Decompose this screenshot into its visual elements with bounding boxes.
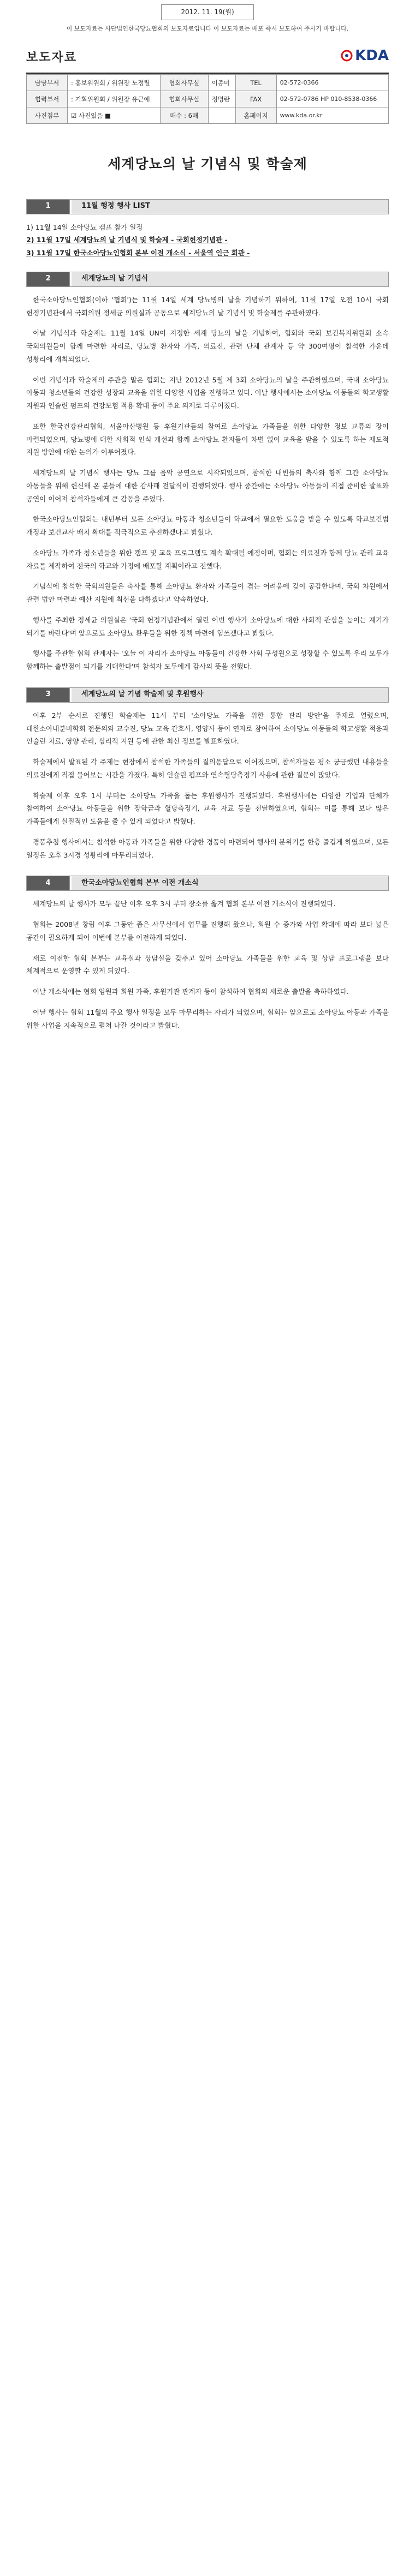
list-item: 2) 11월 17일 세계당뇨의 날 기념식 및 학술제 - 국회헌정기념관 - bbox=[26, 236, 228, 244]
info-label: TEL bbox=[235, 75, 276, 91]
paragraph: 이날 행사는 협회 11월의 주요 행사 일정을 모두 마무리하는 자리가 되었으며, 협회는 앞으로도 소아당뇨 아동과 가족을 위한 사업을 지속적으로 펼쳐 나갈 것이라고 밝혔다. bbox=[26, 1008, 389, 1029]
section-number: 3 bbox=[27, 688, 69, 702]
section-header bbox=[26, 272, 389, 287]
paragraph: 세계당뇨의 날 기념식 행사는 당뇨 그룹 음악 공연으로 시작되었으며, 참석한 내빈들의 축사와 함께 그간 소아당뇨 아동들을 위해 헌신해 온 분들에 대한 감사패 전달식이 진행되었다. 행사 중간에는 소아당뇨 아동들이 직접 준비한 발표와 공연이 이어져 참석자들에게 큰 감동을 주었다. bbox=[26, 469, 389, 503]
list-item: 3) 11월 17일 한국소아당뇨인협회 본부 이전 개소식 - 서울역 인근 회관 - bbox=[26, 249, 250, 257]
paragraph: 이후 2부 순서로 진행된 학술제는 11시 부터 '소아당뇨 가족을 위한 통합 관리 방안'을 주제로 열렸으며, 대한소아내분비학회 전문의와 교수진, 당뇨 교육 간호사, 영양사 등이 연자로 참여하여 소아당뇨 아동들의 학교생활 적응과 인슐린 치료, 영양 관리, 심리적 지원 등에 관한 최신 정보를 발표하였다. bbox=[26, 711, 389, 746]
list-item: 1) 11월 14일 소아당뇨 캠프 참가 일정 bbox=[26, 223, 143, 231]
section-title: 11월 행정 행사 LIST bbox=[72, 200, 388, 214]
paragraph: 협회는 2008년 창립 이후 그동안 좁은 사무실에서 업무를 진행해 왔으나, 회원 수 증가와 사업 확대에 따라 보다 넓은 공간이 필요하게 되어 이번에 본부를 이전하게 되었다. bbox=[26, 920, 389, 942]
paragraph: 기념식에 참석한 국회의원들은 축사를 통해 소아당뇨 환자와 가족들이 겪는 어려움에 깊이 공감한다며, 국회 차원에서 관련 법안 마련과 예산 지원에 최선을 다하겠다고 약속하였다. bbox=[26, 582, 389, 604]
logo-text: KDA bbox=[355, 47, 389, 64]
info-value: 02-572-0786 HP 010-8538-0366 bbox=[276, 91, 388, 107]
section-number: 2 bbox=[27, 272, 69, 286]
info-row bbox=[27, 75, 389, 91]
paragraph: 이날 개소식에는 협회 임원과 회원 가족, 후원기관 관계자 등이 참석하여 협회의 새로운 출발을 축하하였다. bbox=[33, 987, 349, 996]
press-release-page bbox=[0, 0, 415, 1056]
info-label: 사진첨부 bbox=[27, 107, 68, 124]
paragraph: 행사를 주최한 정세균 의원실은 '국회 헌정기념관에서 열린 이번 행사가 소아당뇨에 대한 사회적 관심을 높이는 계기가 되기를 바란다'며 앞으로도 소아당뇨 환우들을 위한 정책 마련에 힘쓰겠다고 밝혔다. bbox=[26, 615, 389, 637]
paragraph: 세계당뇨의 날 행사가 모두 끝난 이후 오후 3시 부터 장소를 옮겨 협회 본부 이전 개소식이 진행되었다. bbox=[33, 900, 336, 908]
paragraph: 이번 기념식과 학술제의 주관을 맡은 협회는 지난 2012년 5월 제 3회 소아당뇨의 날을 주관하였으며, 국내 소아당뇨 아동과 청소년들의 건강한 성장과 교육을 위한 다양한 사업을 진행하고 있다. 이날 행사에서는 소아당뇨 아동들의 학교생활 지원과 인슐린 펌프의 건강보험 적용 확대 등이 주요 의제로 다루어졌다. bbox=[26, 375, 389, 410]
contact-info-table bbox=[26, 74, 389, 124]
info-value: ☑ 사진있음 ■ bbox=[68, 107, 161, 124]
section-header bbox=[26, 199, 389, 214]
paragraph: 경품추첨 행사에서는 참석한 아동과 가족들을 위한 다양한 경품이 마련되어 행사의 분위기를 한층 즐겁게 하였으며, 모든 일정은 오후 3시경 성황리에 마무리되었다. bbox=[26, 837, 389, 859]
info-row bbox=[27, 107, 389, 124]
info-label: 협회사무실 bbox=[160, 75, 208, 91]
info-label: 담당부서 bbox=[27, 75, 68, 91]
info-label: 협회사무실 bbox=[160, 91, 208, 107]
paragraph: 한국소아당뇨인협회(이하 '협회')는 11월 14일 세계 당뇨병의 날을 기념하기 위하여, 11월 17일 오전 10시 국회 헌정기념관에서 국회의원 정세균 의원실과 공동으로 세계당뇨의 날 기념식 및 학술제를 주관하였다. bbox=[26, 295, 389, 317]
info-value: : 기획위원회 / 위원장 유근애 bbox=[68, 91, 161, 107]
logo-mark-icon bbox=[341, 50, 353, 62]
section-number: 4 bbox=[27, 876, 69, 890]
main-title: 세계당뇨의 날 기념식 및 학술제 bbox=[108, 156, 307, 172]
paragraph: 이날 기념식과 학술제는 11월 14일 UN이 지정한 세계 당뇨의 날을 기념하여, 협회와 국회 보건복지위원회 소속 국회의원들이 함께 마련한 자리로, 당뇨병 환자와 가족, 의료진, 관련 단체 관계자 등 약 300여명이 참석한 가운데 성황리에 개최되었다. bbox=[26, 329, 389, 363]
info-value: : 홍보위원회 / 위원장 노정렬 bbox=[68, 75, 161, 91]
info-value: 정명란 bbox=[208, 91, 235, 107]
info-value: www.kda.or.kr bbox=[276, 107, 388, 124]
info-value bbox=[208, 107, 235, 124]
info-row bbox=[27, 91, 389, 107]
info-label: 홈페이지 bbox=[235, 107, 276, 124]
info-value: 02-572-0366 bbox=[276, 75, 388, 91]
paragraph: 새로 이전한 협회 본부는 교육실과 상담실을 갖추고 있어 소아당뇨 가족들을 위한 교육 및 상담 프로그램을 보다 체계적으로 운영할 수 있게 되었다. bbox=[26, 954, 389, 975]
paragraph: 행사를 주관한 협회 관계자는 '오늘 이 자리가 소아당뇨 아동들이 건강한 사회 구성원으로 성장할 수 있도록 우리 모두가 함께하는 출발점이 되기를 기대한다'며 참석자 모두에게 감사의 뜻을 전했다. bbox=[26, 649, 389, 671]
header-row bbox=[26, 43, 389, 69]
release-date: 2012. 11. 19(월) bbox=[161, 4, 254, 20]
info-value: 이종미 bbox=[208, 75, 235, 91]
paragraph: 또한 한국건강관리협회, 서울아산병원 등 후원기관들의 참여로 소아당뇨 가족들을 위한 다양한 정보 교류의 장이 마련되었으며, 당뇨병에 대한 사회적 인식 개선과 함께 소아당뇨 환자들이 차별 없이 교육을 받을 수 있도록 하는 제도적 지원 방안에 대한 논의가 이루어졌다. bbox=[26, 422, 389, 457]
section-header bbox=[26, 687, 389, 703]
paragraph: 소아당뇨 가족과 청소년들을 위한 캠프 및 교육 프로그램도 계속 확대될 예정이며, 협회는 의료진과 함께 당뇨 관리 교육 자료를 제작하여 전국의 학교와 가정에 배포할 계획이라고 전했다. bbox=[26, 548, 389, 570]
paragraph: 한국소아당뇨인협회는 내년부터 모든 소아당뇨 아동과 청소년들이 학교에서 필요한 도움을 받을 수 있도록 학교보건법 개정과 보건교사 배치 확대를 적극적으로 추진하겠다고 밝혔다. bbox=[26, 515, 389, 537]
section-title: 세계당뇨의 날 기념 학술제 및 후원행사 bbox=[72, 688, 388, 702]
kda-logo bbox=[341, 43, 389, 69]
info-label: 협력부서 bbox=[27, 91, 68, 107]
info-label: FAX bbox=[235, 91, 276, 107]
section-number: 1 bbox=[27, 200, 69, 214]
section-header bbox=[26, 876, 389, 891]
document-title: 보도자료 bbox=[26, 51, 78, 65]
release-notice: 이 보도자료는 사단법인한국당뇨협회의 보도자료입니다 이 보도자료는 배포 즉시 보도하여 주시기 바랍니다. bbox=[66, 25, 349, 32]
info-label: 매수 : 6매 bbox=[160, 107, 208, 124]
paragraph: 학술제에서 발표된 각 주제는 현장에서 참석한 가족들의 질의응답으로 이어졌으며, 참석자들은 평소 궁금했던 내용들을 의료진에게 직접 물어보는 시간을 가졌다. 특히 인슐린 펌프와 연속혈당측정기 사용에 관한 질문이 많았다. bbox=[26, 758, 389, 779]
paragraph: 학술제 이후 오후 1시 부터는 소아당뇨 가족을 돕는 후원행사가 진행되었다. 후원행사에는 다양한 기업과 단체가 참여하여 소아당뇨 아동들을 위한 장학금과 혈당측정기, 교육 자료 등을 전달하였으며, 협회는 이를 통해 보다 많은 가족들에게 실질적인 도움을 줄 수 있게 되었다고 밝혔다. bbox=[26, 791, 389, 826]
section-title: 세계당뇨의 날 기념식 bbox=[72, 272, 388, 286]
section-title: 한국소아당뇨인협회 본부 이전 개소식 bbox=[72, 876, 388, 890]
